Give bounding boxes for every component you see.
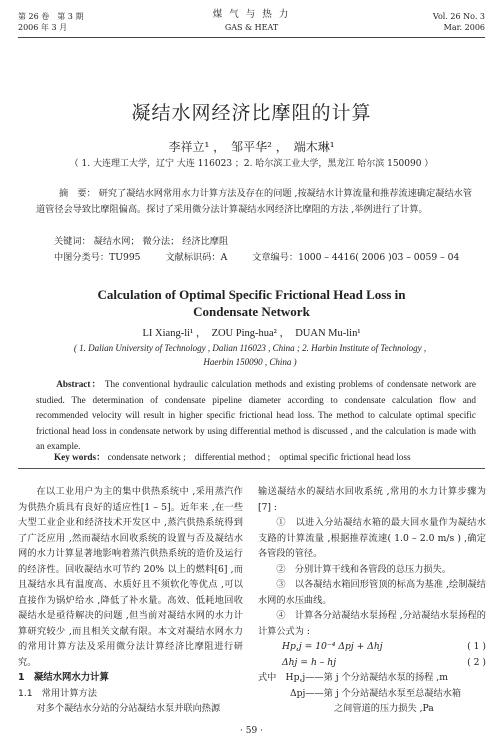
- step-1: ① 以进入分站凝结水箱的最大回水量作为凝结水支路的计算流量 ,根据推荐流速( 1.0 – 2.0 m/s ) ,确定各管段的管径。: [258, 517, 486, 559]
- keywords-en-label: Key words：: [54, 452, 106, 462]
- equation-2-number: ( 2 ): [467, 656, 486, 668]
- method-paragraph: 对多个凝结水分站的分站凝结水泵并联向热源: [36, 703, 221, 714]
- equation-2: [258, 655, 486, 671]
- affiliation-en: [30, 341, 470, 369]
- affiliation-cn: （ 1. 大连理工大学，辽宁 大连 116023 ；2. 哈尔滨工业大学，黑龙江 哈尔滨 150090 ）: [69, 159, 434, 169]
- paper-title-en-line2: Condensate Network: [193, 304, 310, 319]
- affiliation-en-line1: ( 1. Dalian University of Technology , Dalian 116023 , China ; 2. Harbin Institute of Technology ,: [73, 343, 427, 353]
- subsection-heading-1-1: 1.1 常用计算方法: [18, 687, 97, 699]
- step-3: ③ 以各凝结水箱回形管顶的标高为基准 ,绘制凝结水网的水压曲线。: [258, 579, 486, 606]
- date-cn: 2006 年 3 月: [18, 23, 68, 32]
- authors-cn: 李祥立¹ ， 邹平华² ， 端木琳¹: [168, 140, 335, 154]
- document-code: 文献标识码：A: [165, 252, 228, 263]
- section-rule: [18, 468, 485, 469]
- abstract-en-text: The conventional hydraulic calculation methods and existing problems of condensate network are studied. The determination of condensate pipeline diameter according to condensate calculation flow and recommended velocity will result in higher specific frictional head loss. The method to calculate optimal specific frictional head loss in condensate network by using differential method is discussed , and the calculation is made with an example.: [36, 379, 476, 451]
- body-right-column: [258, 484, 486, 717]
- journal-title-en: GAS & HEAT: [224, 23, 279, 32]
- abstract-cn: 摘 要： 研究了凝结水网常用水力计算方法及存在的问题 ,按凝结水计算流量和推荐流速确定凝结水管道管径会导致比摩阻偏高。探讨了采用微分法计算凝结水网经济比摩阻的方法 ,举例进行了计算。: [36, 188, 473, 215]
- intro-paragraph: 在以工业用户为主的集中供热系统中 ,采用蒸汽作为供热介质具有良好的适应性[1 – 5]。近年来 ,在一些大型工业企业和经济技术开发区中 ,蒸汽供热系统得到了广泛应用 ,然而凝结水回收系统的设置与否及凝结水网的水力计算显著地影响着蒸汽供热系统的造价及运行的经济性。回收凝结水可节约 20% 以上的燃料[6] ,而且凝结水具有温度高、水质好且不须软化等优点 ,可以直接作为锅炉给水 ,降低了补水量。高效、低耗地回收凝结水是亟待解决的问题 ,但当前对凝结水网的水力计算研究较少 ,而且相关文献有限。本文对凝结水网水力的常用计算方法及采用微分法计算经济比摩阻进行研究。: [18, 486, 243, 668]
- date-en: Mar. 2006: [443, 23, 485, 32]
- keywords-en: [54, 449, 484, 463]
- volume-issue-cn: 第 26 卷 第 3 期: [18, 12, 84, 21]
- equation-1-number: ( 1 ): [467, 641, 486, 652]
- step-4: ④ 计算各分站凝结水泵扬程 ,分站凝结水泵扬程的计算公式为 :: [258, 610, 486, 637]
- abstract-en: [36, 377, 476, 455]
- definition-2-cont: 之间管道的压力损失 ,Pa: [334, 703, 434, 714]
- equation-1: [258, 639, 486, 655]
- header-rule: [18, 37, 485, 38]
- section-heading-1: 1 凝结水网水力计算: [18, 672, 109, 683]
- authors-en: LI Xiang-li¹ ， ZOU Ping-hua² ， DUAN Mu-lin¹: [142, 328, 361, 339]
- definition-2: Δpj——第 j 个分站凝结水泵至总凝结水箱: [290, 687, 462, 699]
- paper-title-en: [0, 286, 503, 320]
- equation-1-formula: Hp,j = 10⁻⁴ Δpj + Δhj: [282, 641, 383, 652]
- affiliation-en-line2: Haerbin 150090 , China ): [203, 357, 297, 367]
- paper-title-en-line1: Calculation of Optimal Specific Frictional Head Loss in: [97, 287, 406, 302]
- keywords-en-text: condensate network ; differential method ; optimal specific frictional head loss: [107, 452, 411, 462]
- journal-title-cn: 煤 气 与 热 力: [212, 9, 291, 20]
- page-number: · 59 ·: [240, 726, 263, 736]
- definition-1: 式中 Hp,j——第 j 个分站凝结水泵的扬程 ,m: [258, 672, 448, 683]
- body-left-column: [18, 484, 243, 717]
- article-number: 文章编号：1000 – 4416( 2006 )03 – 0059 – 04: [252, 252, 460, 263]
- volume-issue-en: Vol. 26 No. 3: [432, 12, 485, 21]
- classification-line: [54, 250, 494, 266]
- equation-2-formula: Δhj = h – hj: [282, 656, 337, 668]
- step-2: ② 分别计算干线和各管段的总压力损失。: [276, 563, 451, 575]
- abstract-en-label: Abstract：: [56, 379, 102, 389]
- clc-number: 中图分类号：TU995: [54, 252, 141, 263]
- keywords-cn: 关键词： 凝结水网； 微分法； 经济比摩阻: [54, 236, 229, 247]
- paper-title-cn: 凝结水网经济比摩阻的计算: [131, 102, 372, 124]
- steps-intro: 输送凝结水的凝结水回收系统 ,常用的水力计算步骤为[7] :: [258, 486, 486, 513]
